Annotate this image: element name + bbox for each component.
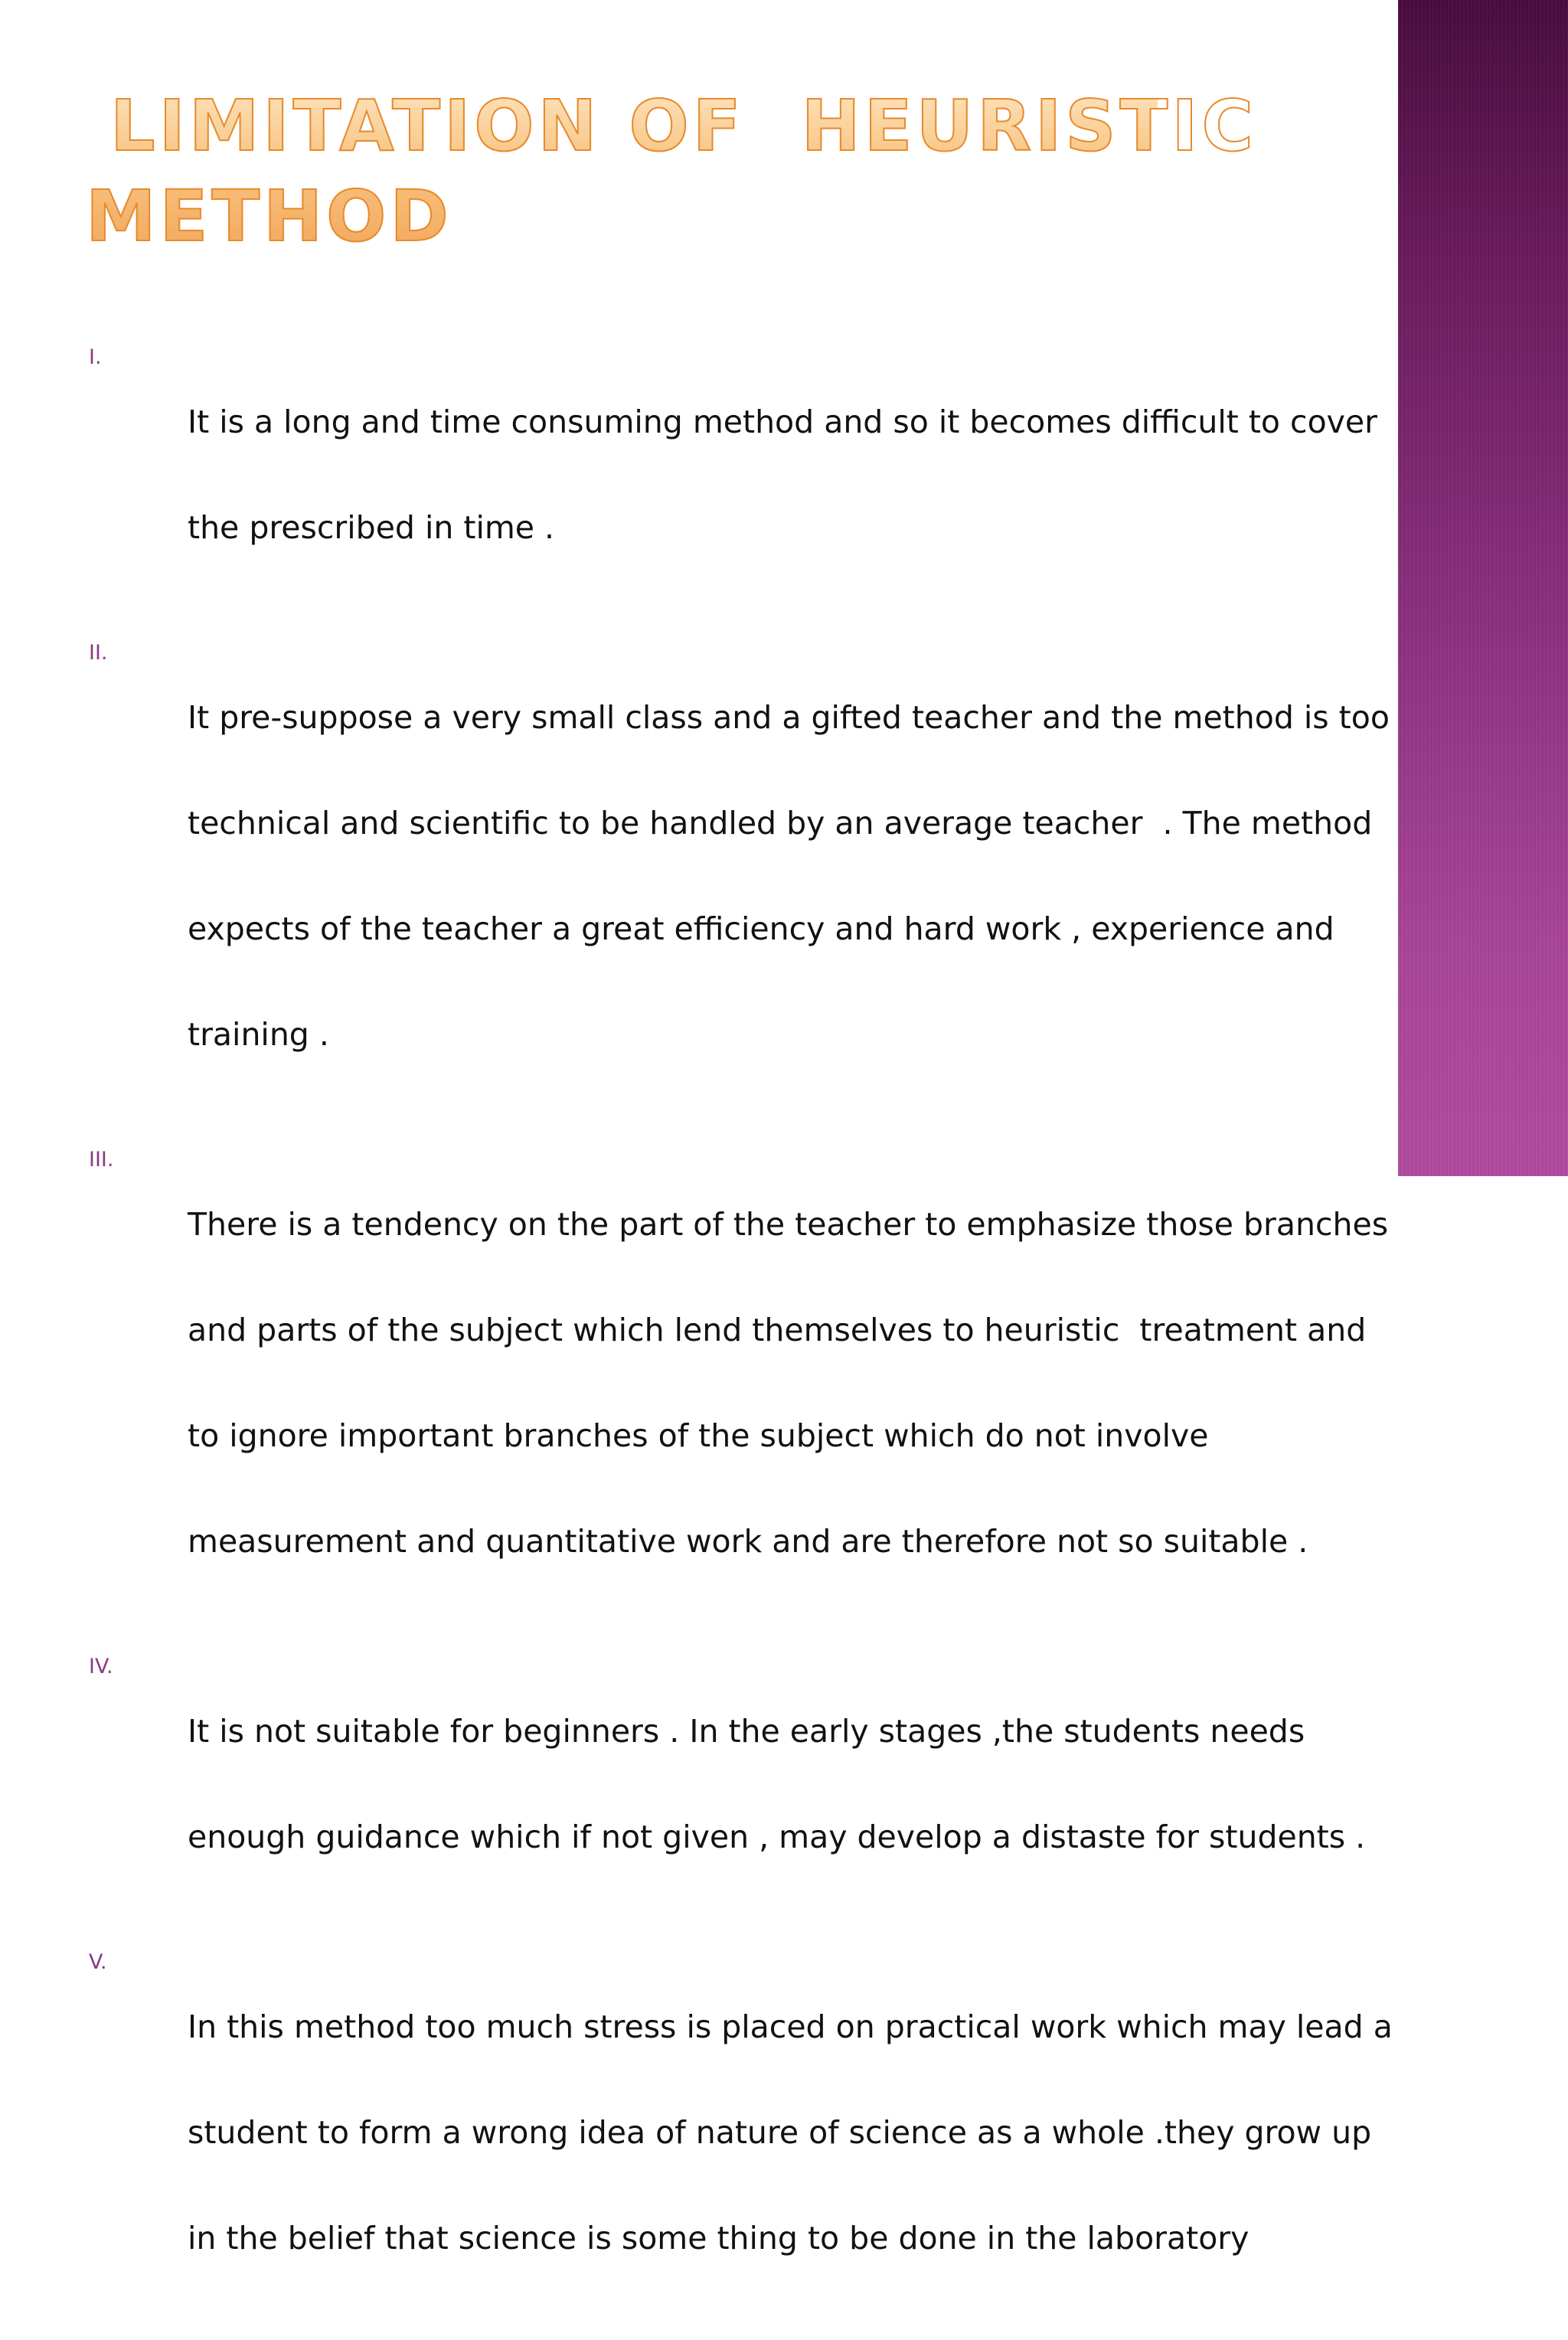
text-line: measurement and quantitative work and are therefore not so suitable . bbox=[188, 1523, 1308, 1560]
text-line: training . bbox=[188, 1016, 329, 1053]
list-item-4 bbox=[0, 1643, 1568, 1925]
list-marker: V. bbox=[89, 1950, 107, 1974]
list-item-text bbox=[188, 629, 1489, 1123]
list-item-2 bbox=[0, 629, 1568, 1123]
list-marker: I. bbox=[89, 345, 102, 369]
text-line: in the belief that science is some thing to be done in the laboratory bbox=[188, 2220, 1250, 2257]
text-line: In this method too much stress is placed on practical work which may lead a bbox=[188, 2008, 1393, 2045]
list-item-text bbox=[188, 1939, 1489, 2326]
text-line: expects of the teacher a great efficiency and hard work , experience and bbox=[188, 910, 1334, 947]
list-marker: II. bbox=[89, 641, 108, 665]
list-item-text bbox=[188, 1136, 1489, 1629]
text-line: enough guidance which if not given , may develop a distaste for students . bbox=[188, 1819, 1366, 1855]
list-item-text bbox=[188, 334, 1489, 616]
text-line: and parts of the subject which lend themselves to heuristic treatment and bbox=[188, 1312, 1367, 1348]
slide-title-line-2: METHOD bbox=[86, 175, 452, 257]
text-line: to ignore important branches of the subject which do not involve bbox=[188, 1417, 1209, 1454]
slide-title-line-1: LIMITATION OF HEURISTIC bbox=[110, 85, 1258, 167]
list-item-3 bbox=[0, 1136, 1568, 1629]
list-item-5 bbox=[0, 1939, 1568, 2326]
text-line: It is a long and time consuming method and so it becomes difficult to cover bbox=[188, 404, 1378, 440]
text-line: the prescribed in time . bbox=[188, 509, 555, 546]
list-item-1 bbox=[0, 334, 1568, 616]
list-item-text bbox=[188, 1643, 1489, 1925]
list-marker: IV. bbox=[89, 1655, 113, 1678]
text-line: technical and scientific to be handled by an average teacher . The method bbox=[188, 805, 1373, 842]
text-line: It is not suitable for beginners . In the early stages ,the students needs bbox=[188, 1713, 1305, 1750]
slide-title bbox=[86, 81, 1258, 262]
list-marker: III. bbox=[89, 1148, 114, 1172]
text-line: It pre-suppose a very small class and a gifted teacher and the method is too bbox=[188, 699, 1390, 736]
text-line: There is a tendency on the part of the teacher to emphasize those branches bbox=[188, 1206, 1389, 1243]
text-line: student to form a wrong idea of nature of science as a whole .they grow up bbox=[188, 2114, 1372, 2151]
limitations-list bbox=[0, 334, 1568, 2340]
